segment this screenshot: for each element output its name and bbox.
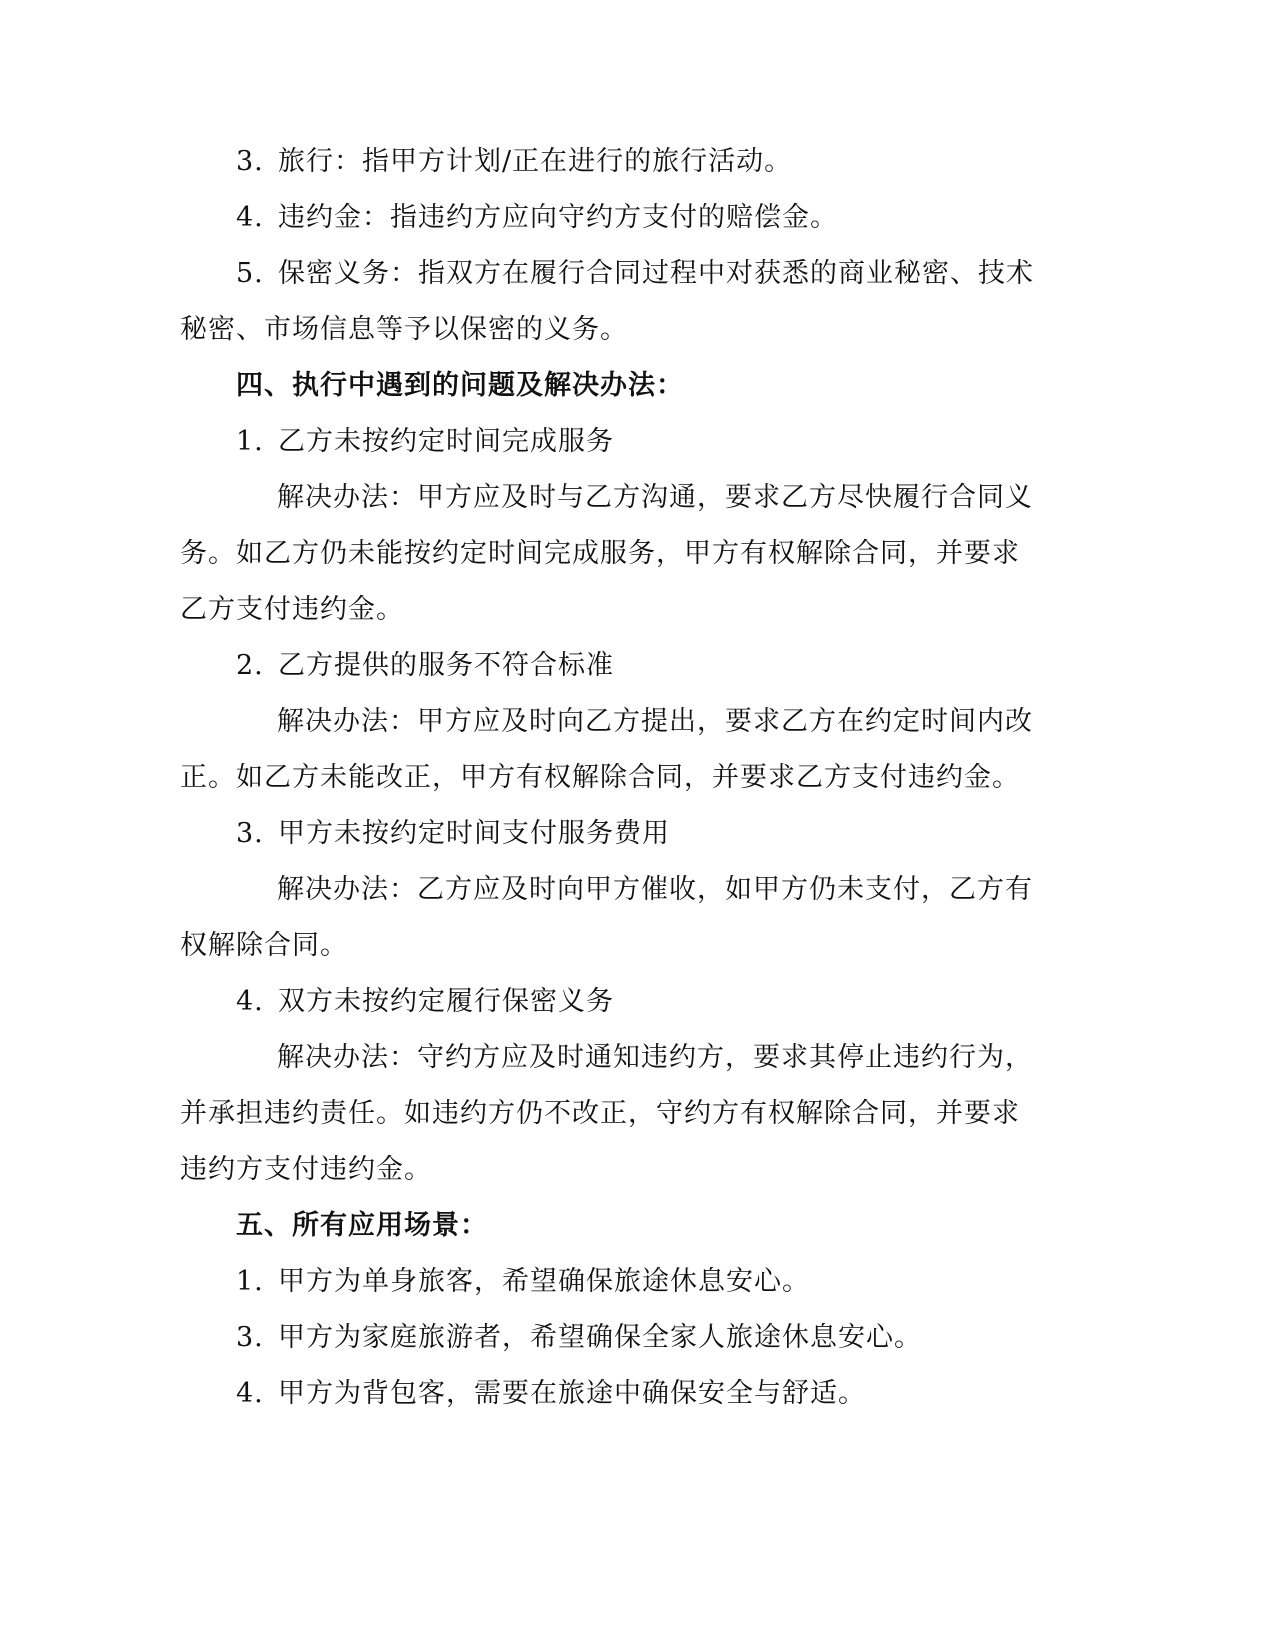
document-page (180, 134, 1080, 1422)
scenario-item (180, 1310, 1080, 1366)
solution-text: 正。如乙方未能改正，甲方有权解除合同，并要求乙方支付违约金。 (180, 762, 1020, 793)
solution-text: 解决办法：甲方应及时与乙方沟通，要求乙方尽快履行合同义 (277, 482, 1033, 513)
solution-text: 解决办法：甲方应及时向乙方提出，要求乙方在约定时间内改 (277, 706, 1033, 737)
definition-continuation: 秘密、市场信息等予以保密的义务。 (180, 314, 628, 345)
item-text: 甲方为单身旅客，希望确保旅途休息安心。 (278, 1266, 810, 1297)
item-number: 3. (236, 146, 264, 177)
problem-title (180, 806, 1080, 862)
definition-item (180, 246, 1080, 302)
solution-text: 乙方支付违约金。 (180, 594, 404, 625)
item-number: 3. (236, 818, 264, 849)
problem-title (180, 974, 1080, 1030)
section-heading: 五、所有应用场景： (236, 1210, 488, 1241)
item-text: 旅行：指甲方计划/正在进行的旅行活动。 (278, 146, 793, 177)
scenario-item (180, 1366, 1080, 1422)
item-text: 乙方未按约定时间完成服务 (278, 426, 614, 457)
solution-text: 违约方支付违约金。 (180, 1154, 432, 1185)
item-number: 4. (236, 986, 264, 1017)
solution-text: 权解除合同。 (180, 930, 348, 961)
solution-text: 并承担违约责任。如违约方仍不改正，守约方有权解除合同，并要求 (180, 1098, 1020, 1129)
solution-text: 解决办法：守约方应及时通知违约方，要求其停止违约行为， (277, 1042, 1033, 1073)
problem-title (180, 414, 1080, 470)
solution-text: 务。如乙方仍未能按约定时间完成服务，甲方有权解除合同，并要求 (180, 538, 1020, 569)
scenario-item (180, 1254, 1080, 1310)
problem-title (180, 638, 1080, 694)
definition-item (180, 134, 1080, 190)
item-text: 甲方未按约定时间支付服务费用 (278, 818, 670, 849)
item-number: 4. (236, 1378, 264, 1409)
item-text: 违约金：指违约方应向守约方支付的赔偿金。 (278, 202, 838, 233)
item-number: 1. (236, 426, 264, 457)
item-text: 乙方提供的服务不符合标准 (278, 650, 614, 681)
item-text: 保密义务：指双方在履行合同过程中对获悉的商业秘密、技术 (278, 258, 1034, 289)
solution-text: 解决办法：乙方应及时向甲方催收，如甲方仍未支付，乙方有 (277, 874, 1033, 905)
item-text: 甲方为背包客，需要在旅途中确保安全与舒适。 (278, 1378, 866, 1409)
item-number: 1. (236, 1266, 264, 1297)
section-heading: 四、执行中遇到的问题及解决办法： (236, 370, 684, 401)
definition-item (180, 190, 1080, 246)
item-number: 5. (236, 258, 264, 289)
item-number: 3. (236, 1322, 264, 1353)
item-text: 双方未按约定履行保密义务 (278, 986, 614, 1017)
item-number: 4. (236, 202, 264, 233)
item-text: 甲方为家庭旅游者，希望确保全家人旅途休息安心。 (278, 1322, 922, 1353)
item-number: 2. (236, 650, 264, 681)
